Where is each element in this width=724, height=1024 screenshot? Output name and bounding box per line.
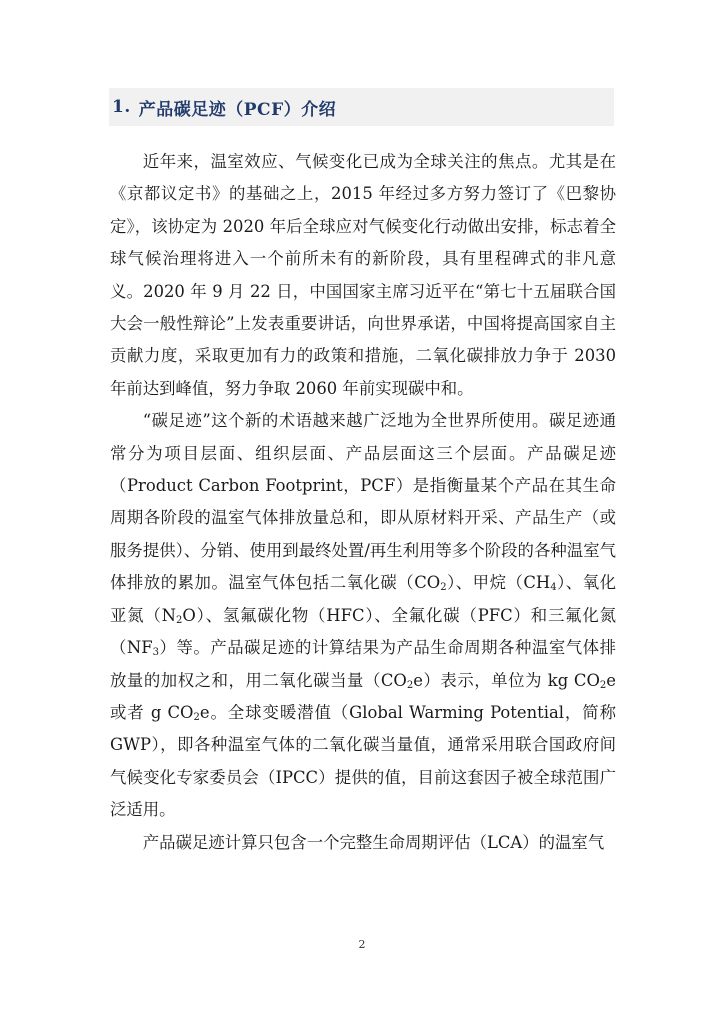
section-heading [109, 88, 614, 126]
text-run: ）、甲烷（CH [446, 573, 551, 593]
subscript: 3 [152, 647, 160, 659]
subscript: 2 [193, 711, 200, 723]
section-number: 1. [112, 97, 131, 117]
text-run: “碳足迹”这个新的术语越来越广泛地为全世界所使用。碳足迹通常分为项目层面、组织层面、产品层面这三个层面。产品碳足迹（Product Carbon Footprint，PCF）是指衡量某个产品在其生命周期各阶段的温室气体排放量总和，即从原材料开采、产品生产（或服务提供）、分销、使用到最终处置/再生利用等多个阶段的各种温室气体排放的累加。温室气体包括二氧化碳（CO [110, 411, 616, 593]
page-number: 2 [358, 938, 366, 951]
text-run: ）、氧化亚氮（N [110, 573, 616, 625]
body-text [110, 146, 616, 859]
subscript: 2 [440, 582, 447, 594]
paragraph-carbon-footprint [110, 405, 616, 826]
subscript: 2 [406, 679, 414, 691]
text-run: ）等。产品碳足迹的计算结果为产品生命周期各种温室气体排放量的加权之和，用二氧化碳当量（CO [110, 638, 616, 690]
text-run: e）表示，单位为 kg CO [413, 670, 600, 690]
subscript: 2 [599, 679, 607, 691]
subscript: 4 [550, 582, 557, 594]
text-run: O）、氢氟碳化物（HFC）、全氟化碳（PFC）和三氟化氮（NF [110, 605, 617, 658]
subscript: 2 [176, 614, 183, 626]
paragraph-lca: 产品碳足迹计算只包含一个完整生命周期评估（LCA）的温室气 [142, 832, 605, 852]
text-run: e 或者 g CO [110, 670, 616, 722]
paragraph-intro: 近年来，温室效应、气候变化已成为全球关注的焦点。尤其是在《京都议定书》的基础之上，2015 年经过多方努力签订了《巴黎协定》，该协定为 2020 年后全球应对气候变化行动做出安排，标志着全球气候治理将进入一个前所未有的新阶段，具有里程碑式的非凡意义。2020 年 9 月 22 日，中国国家主席习近平在“第七十五届联合国大会一般性辩论”上发表重要讲话，向世界承诺，中国将提高国家自主贡献力度，采取更加有力的政策和措施，二氧化碳排放力争于 2030 年前达到峰值，努力争取 2060 年前实现碳中和。 [110, 152, 616, 398]
section-title: 产品碳足迹（PCF）介绍 [138, 99, 337, 120]
text-run: e。全球变暖潜值（Global Warming Potential，简称 GWP），即各种温室气体的二氧化碳当量值，通常采用联合国政府间气候变化专家委员会（IPCC）提供的值，目前这套因子被全球范围广泛适用。 [110, 702, 616, 820]
